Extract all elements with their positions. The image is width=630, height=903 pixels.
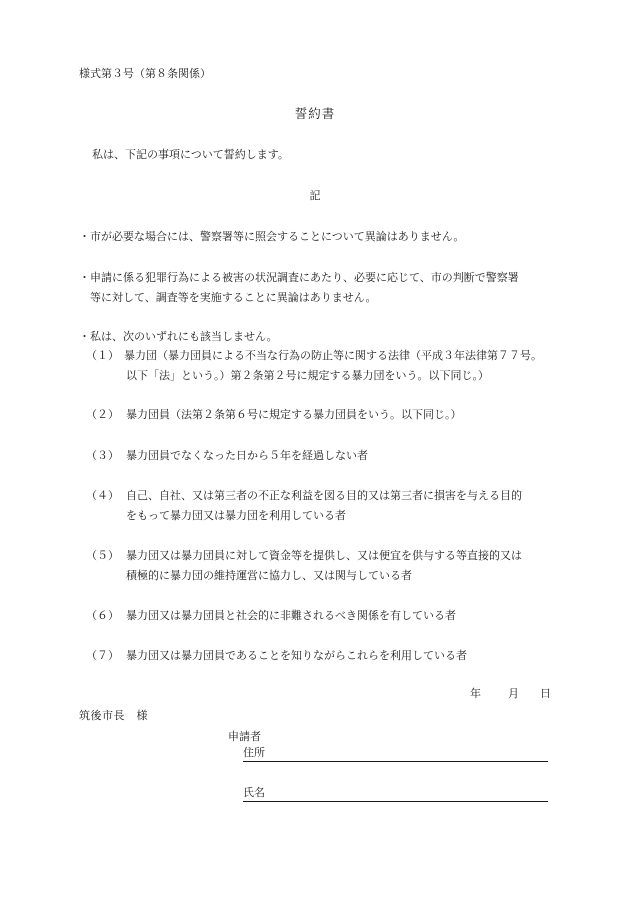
document-title: 誓約書 [294,106,336,121]
address-field[interactable] [243,747,548,762]
item-text-line: 暴力団又は暴力団員であることを知りながらこれらを利用している者 [126,649,467,662]
item-text-line: 積極的に暴力団の維持運営に協力し、又は関与している者 [126,569,412,582]
date-day-label: 日 [540,687,551,700]
ki-heading: 記 [309,189,321,202]
item-text-line: 暴力団又は暴力団員と社会的に非難されるべき関係を有している者 [126,609,456,622]
bullet-not-applicable: ・私は、次のいずれにも該当しません。 [79,330,278,343]
item-text-line: 暴力団員（法第２条第６号に規定する暴力団員をいう。以下同じ。） [126,408,462,421]
date-year-label: 年 [470,687,481,700]
item-text-line: 自己、自社、又は第三者の不正な利益を図る目的又は第三者に損害を与える目的 [126,489,522,502]
item-text-line: 暴力団員でなくなった日から５年を経過しない者 [126,449,368,462]
item-text-line: 以下「法」という。）第２条第２号に規定する暴力団をいう。以下同じ。） [126,369,489,382]
item-number: （４） [86,489,119,502]
applicant-label: 申請者 [228,730,261,743]
form-number-label: 様式第３号（第８条関係） [79,67,211,80]
name-field-label: 氏名 [243,786,265,799]
item-text-line: 暴力団又は暴力団員に対して資金等を提供し、又は便宜を供与する等直接的又は [126,549,522,562]
item-number: （６） [86,609,119,622]
item-text-line: をもって暴力団又は暴力団を利用している者 [126,509,346,522]
item-number: （２） [86,408,119,421]
bullet-investigation-line1: ・申請に係る犯罪行為による被害の状況調査にあたり、必要に応じて、市の判断で警察署 [79,271,519,284]
intro-statement: 私は、下記の事項について誓約します。 [92,148,289,161]
address-field-label: 住所 [243,746,265,759]
item-number: （１） [86,349,119,362]
name-field[interactable] [243,787,548,802]
item-text-line: 暴力団（暴力団員による不当な行為の防止等に関する法律（平成３年法律第７７号。 [124,349,542,362]
item-number: （５） [86,549,119,562]
bullet-police-inquiry: ・市が必要な場合には、警察署等に照会することについて異論はありません。 [79,230,465,243]
item-number: （３） [86,449,119,462]
bullet-investigation-line2: 等に対して、調査等を実施することに異論はありません。 [90,291,377,304]
addressee: 筑後市長 様 [79,709,148,722]
date-month-label: 月 [508,687,519,700]
item-number: （７） [86,649,119,662]
